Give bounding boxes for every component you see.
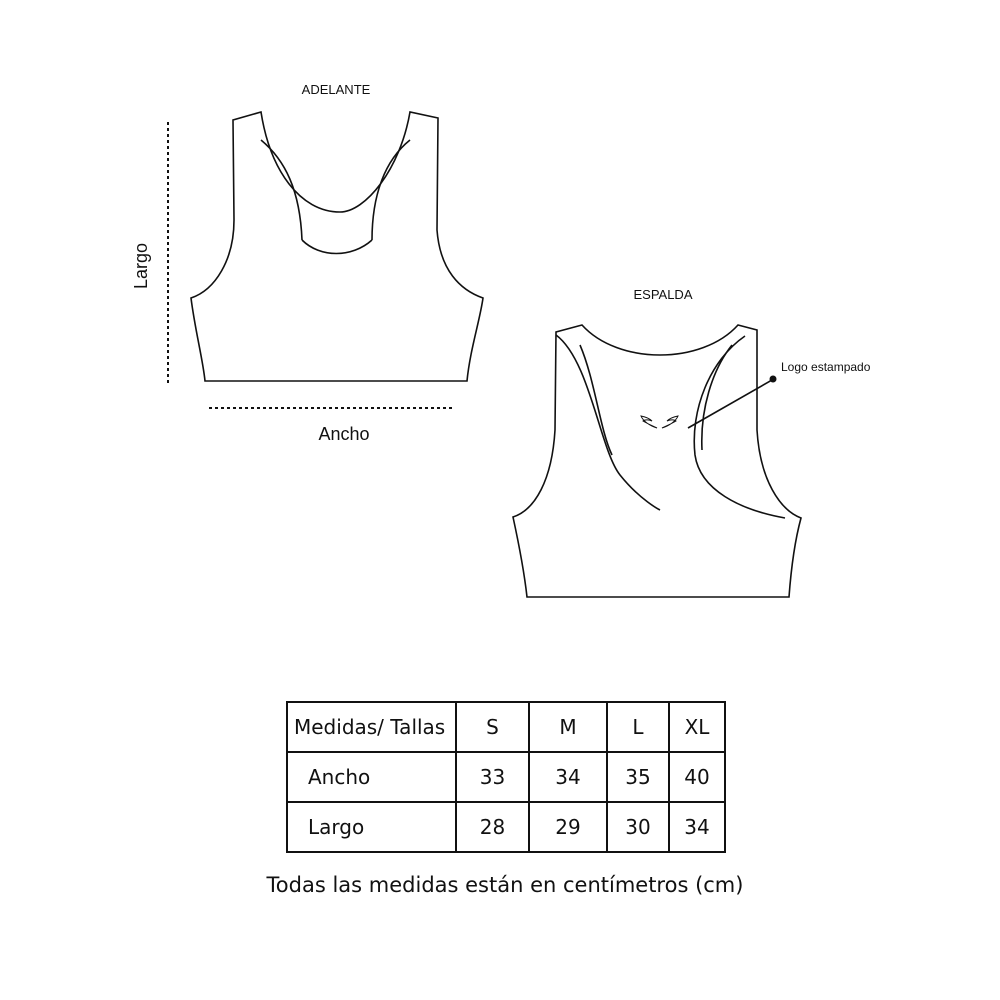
back-racer-right-inner xyxy=(702,345,732,450)
front-left-armhole-seam xyxy=(261,140,302,240)
logo-callout-label: Logo estampado xyxy=(781,360,871,374)
table-cell: 29 xyxy=(529,802,607,852)
table-header-label: Medidas/ Tallas xyxy=(287,702,456,752)
table-cell: 34 xyxy=(529,752,607,802)
size-l-header: L xyxy=(607,702,669,752)
back-racer-left-inner xyxy=(580,345,612,455)
table-cell: 30 xyxy=(607,802,669,852)
front-neck-inner xyxy=(302,240,372,254)
table-row xyxy=(287,752,725,802)
back-view xyxy=(513,325,801,597)
back-racer-left xyxy=(556,335,660,510)
table-cell: 40 xyxy=(669,752,725,802)
size-xl-header: XL xyxy=(669,702,725,752)
table-header-row xyxy=(287,702,725,752)
size-s-header: S xyxy=(456,702,529,752)
table-cell: 33 xyxy=(456,752,529,802)
units-footnote: Todas las medidas están en centímetros (cm) xyxy=(266,873,744,897)
back-racer-right xyxy=(694,336,785,518)
width-label: Ancho xyxy=(318,424,370,444)
logo-callout-line xyxy=(688,380,772,428)
back-view-label: ESPALDA xyxy=(633,287,693,302)
front-view xyxy=(191,112,483,381)
front-right-armhole-seam xyxy=(372,140,410,240)
row-label-largo: Largo xyxy=(287,802,456,852)
wings-icon xyxy=(641,416,678,428)
table-row xyxy=(287,802,725,852)
table-cell: 34 xyxy=(669,802,725,852)
logo-callout-dot xyxy=(770,376,777,383)
back-outline xyxy=(513,325,801,597)
length-label: Largo xyxy=(131,242,151,290)
table-cell: 35 xyxy=(607,752,669,802)
row-label-ancho: Ancho xyxy=(287,752,456,802)
front-outline xyxy=(191,112,483,381)
front-view-label: ADELANTE xyxy=(301,82,371,97)
table-cell: 28 xyxy=(456,802,529,852)
size-m-header: M xyxy=(529,702,607,752)
size-chart-table xyxy=(286,701,726,853)
